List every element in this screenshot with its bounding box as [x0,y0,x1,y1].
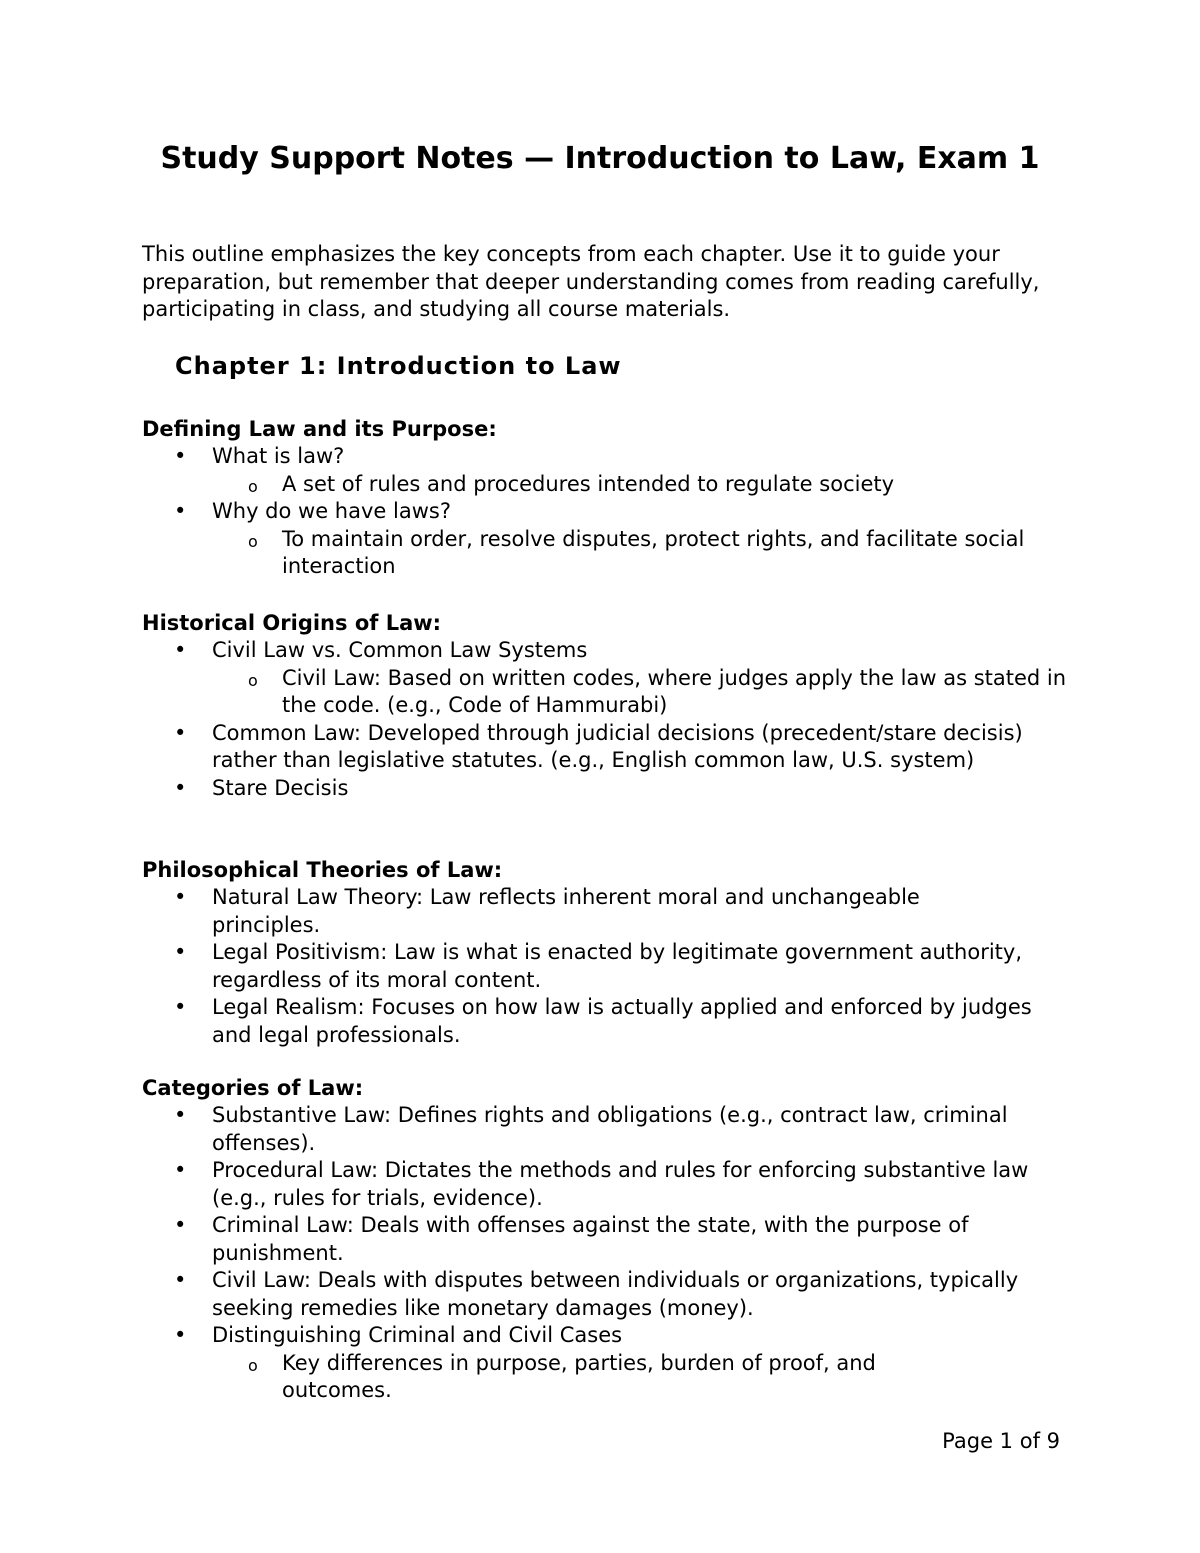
bullet-marker: • [174,444,187,468]
list-item [142,994,1072,1049]
list-item-text: Procedural Law: Dictates the methods and rules for enforcing substantive law (e.g., rules for trials, evidence). [212,1158,1029,1210]
list-item [142,1212,1072,1267]
list-item-text: Distinguishing Criminal and Civil Cases [212,1323,623,1347]
list-item-text: Civil Law: Deals with disputes between individuals or organizations, typically seeking remedies like monetary damages (money). [212,1268,1019,1320]
list-item-text: Key differences in purpose, parties, burden of proof, and outcomes. [282,1350,876,1402]
list-item-text: Stare Decisis [212,775,349,800]
list-item [142,637,1072,665]
page-number-footer: Page 1 of 9 [942,1429,1060,1453]
list-item [142,775,1072,803]
list-item [142,720,1072,775]
section-list-categories [142,1102,1072,1405]
bullet-marker: • [174,638,187,662]
section-list-philosophical-theories [142,884,1072,1049]
list-item-text: To maintain order, resolve disputes, protect rights, and facilitate social interaction [282,526,1025,578]
list-item-text: Criminal Law: Deals with offenses against the state, with the purpose of punishment. [212,1213,969,1265]
bullet-marker: • [174,995,187,1019]
list-item-text: Civil Law vs. Common Law Systems [212,638,588,662]
document-title: Study Support Notes — Introduction to Law, Exam 1 [160,141,1040,176]
list-item [142,1102,1072,1157]
list-item-text: Why do we have laws? [212,499,451,523]
sub-list-item [142,526,1072,581]
list-item-text: Legal Realism: Focuses on how law is actually applied and enforced by judges and legal professionals. [212,995,1032,1047]
section-heading-defining-law: Defining Law and its Purpose: [142,417,497,441]
list-item [142,1267,1072,1322]
list-item-text: Common Law: Developed through judicial decisions (precedent/stare decisis) rather than legislative statutes. (e.g., English common law, U.S. system) [212,720,1023,772]
list-item-text: A set of rules and procedures intended to regulate society [282,471,895,496]
sub-list-item [142,471,1072,499]
bullet-marker: • [174,1103,187,1127]
sub-list-item [142,1350,1072,1405]
list-item-text: Natural Law Theory: Law reflects inherent moral and unchangeable principles. [212,885,920,937]
section-list-historical-origins [142,637,1072,802]
sub-bullet-marker: o [248,531,258,551]
list-item [142,939,1072,994]
sub-bullet-marker: o [248,476,258,496]
list-item [142,1322,1072,1350]
bullet-marker: • [174,775,187,800]
bullet-marker: • [174,940,187,964]
bullet-marker: • [174,720,187,745]
bullet-marker: • [174,1213,187,1237]
section-heading-philosophical-theories: Philosophical Theories of Law: [142,858,503,882]
intro-paragraph: This outline emphasizes the key concepts from each chapter. Use it to guide your preparation, but remember that deeper understanding comes from reading carefully, participating in class, and studying all course materials. [142,242,1040,321]
section-heading-historical-origins: Historical Origins of Law: [142,611,442,635]
chapter-heading: Chapter 1: Introduction to Law [175,352,622,380]
list-item [142,1157,1072,1212]
list-item-text: Legal Positivism: Law is what is enacted by legitimate government authority, regardless of its moral content. [212,940,1023,992]
sub-bullet-marker: o [248,670,258,690]
section-list-defining-law [142,443,1072,581]
list-item [142,884,1072,939]
list-item [142,443,1072,471]
sub-bullet-marker: o [248,1355,258,1375]
bullet-marker: • [174,499,187,523]
bullet-marker: • [174,1323,187,1347]
section-heading-categories: Categories of Law: [142,1076,364,1100]
sub-list-item [142,665,1072,720]
bullet-marker: • [174,1158,187,1182]
list-item-text: Civil Law: Based on written codes, where judges apply the law as stated in the code. (e.g., Code of Hammurabi) [282,665,1067,717]
list-item-text: What is law? [212,444,345,468]
bullet-marker: • [174,885,187,909]
list-item-text: Substantive Law: Defines rights and obligations (e.g., contract law, criminal offenses). [212,1103,1008,1155]
bullet-marker: • [174,1268,187,1292]
list-item [142,498,1072,526]
